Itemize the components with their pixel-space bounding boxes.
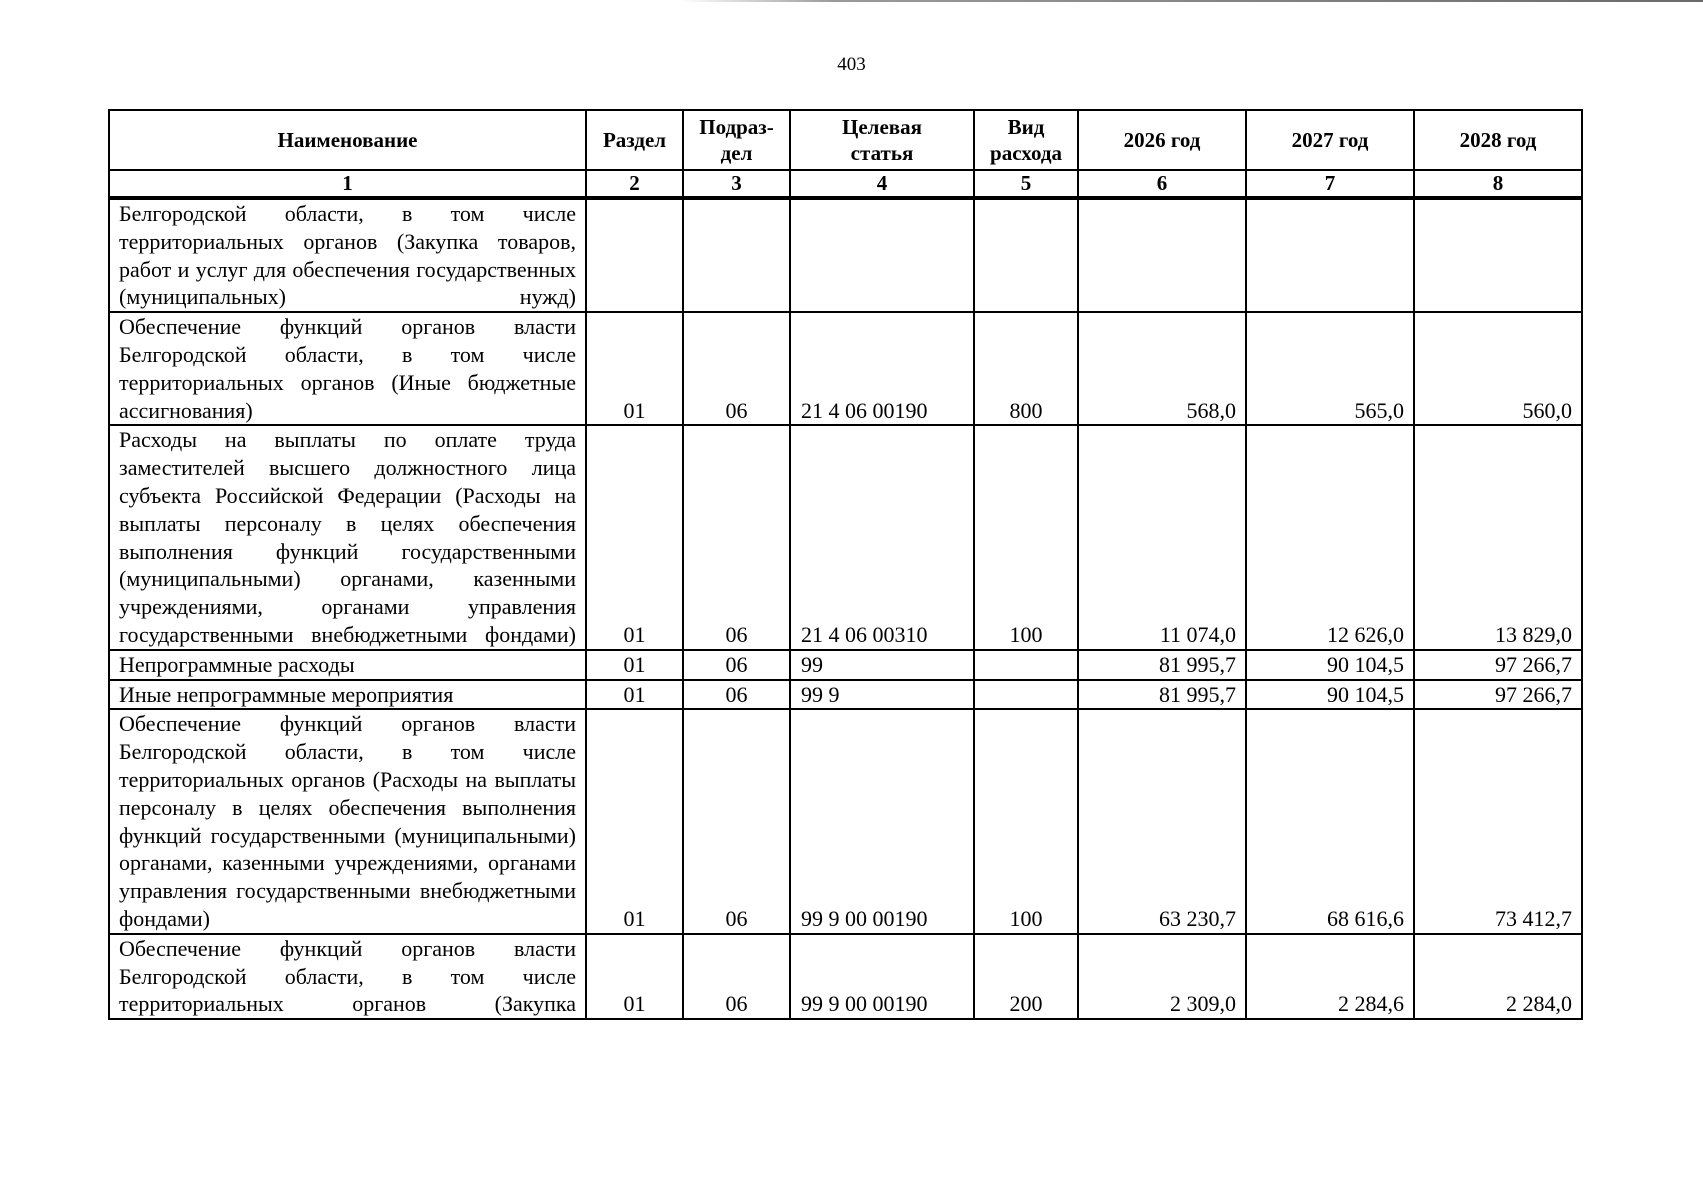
column-number: 5 [974,170,1078,198]
column-number-row [109,170,1582,198]
row-2026: 2 309,0 [1078,934,1246,1019]
row-2028: 73 412,7 [1414,709,1582,933]
row-2027: 2 284,6 [1246,934,1414,1019]
row-name: Обеспечение функций органов власти Белгородской области, в том числе территориальных органов (Закупка [109,934,586,1019]
row-podrazdel: 06 [683,680,790,710]
row-statya: 99 9 00 00190 [790,934,974,1019]
row-statya [790,198,974,312]
row-statya: 99 9 [790,680,974,710]
row-name: Белгородской области, в том числе территориальных органов (Закупка товаров, работ и услуг для обеспечения государственных (муниципальных) нужд) [109,198,586,312]
row-2026: 11 074,0 [1078,425,1246,649]
header-name: Наименование [109,110,586,170]
column-number: 2 [586,170,683,198]
row-podrazdel: 06 [683,312,790,425]
row-2026: 568,0 [1078,312,1246,425]
row-name: Непрограммные расходы [109,650,586,680]
row-name: Иные непрограммные мероприятия [109,680,586,710]
row-2026: 63 230,7 [1078,709,1246,933]
page-number: 403 [837,54,866,75]
row-name: Обеспечение функций органов власти Белгородской области, в том числе территориальных органов (Иные бюджетные ассигнования) [109,312,586,425]
row-2026 [1078,198,1246,312]
row-name: Расходы на выплаты по оплате труда заместителей высшего должностного лица субъекта Российской Федерации (Расходы на выплаты персоналу в целях обеспечения выполнения функций государственными (муниципальными) органами, казенными учреждениями, органами управления государственными внебюджетными фондами) [109,425,586,649]
row-2026: 81 995,7 [1078,680,1246,710]
header-2028: 2028 год [1414,110,1582,170]
row-2028: 560,0 [1414,312,1582,425]
table-row [109,198,1582,312]
table-row [109,680,1582,710]
row-2028 [1414,198,1582,312]
row-vid: 200 [974,934,1078,1019]
row-2028: 13 829,0 [1414,425,1582,649]
row-razdel: 01 [586,934,683,1019]
row-vid [974,198,1078,312]
table-row [109,709,1582,933]
row-razdel: 01 [586,709,683,933]
header-2027: 2027 год [1246,110,1414,170]
budget-table [108,109,1583,1020]
row-2027: 12 626,0 [1246,425,1414,649]
row-vid: 800 [974,312,1078,425]
header-vid: Вид расхода [974,110,1078,170]
row-2027: 68 616,6 [1246,709,1414,933]
row-2028: 2 284,0 [1414,934,1582,1019]
column-number: 3 [683,170,790,198]
row-razdel: 01 [586,680,683,710]
column-number: 4 [790,170,974,198]
table-row [109,312,1582,425]
row-razdel [586,198,683,312]
header-razdel: Раздел [586,110,683,170]
column-number: 8 [1414,170,1582,198]
row-vid [974,680,1078,710]
header-row [109,110,1582,170]
row-statya: 99 9 00 00190 [790,709,974,933]
row-2027: 90 104,5 [1246,650,1414,680]
row-razdel: 01 [586,425,683,649]
row-2026: 81 995,7 [1078,650,1246,680]
column-number: 1 [109,170,586,198]
row-podrazdel: 06 [683,425,790,649]
scan-edge-line [680,0,1703,2]
table-row [109,934,1582,1019]
row-podrazdel: 06 [683,650,790,680]
row-vid: 100 [974,425,1078,649]
row-statya: 21 4 06 00190 [790,312,974,425]
row-podrazdel: 06 [683,934,790,1019]
row-2028: 97 266,7 [1414,680,1582,710]
row-vid [974,650,1078,680]
header-statya: Целевая статья [790,110,974,170]
row-2027 [1246,198,1414,312]
row-vid: 100 [974,709,1078,933]
row-podrazdel: 06 [683,709,790,933]
row-podrazdel [683,198,790,312]
column-number: 7 [1246,170,1414,198]
header-podrazdel: Подраз- дел [683,110,790,170]
header-2026: 2026 год [1078,110,1246,170]
table-row [109,425,1582,649]
row-2028: 97 266,7 [1414,650,1582,680]
row-razdel: 01 [586,312,683,425]
row-2027: 565,0 [1246,312,1414,425]
row-name: Обеспечение функций органов власти Белгородской области, в том числе территориальных органов (Расходы на выплаты персоналу в целях обеспечения выполнения функций государственными (муниципальными) органами, казенными учреждениями, органами управления государственными внебюджетными фондами) [109,709,586,933]
column-number: 6 [1078,170,1246,198]
table-row [109,650,1582,680]
row-2027: 90 104,5 [1246,680,1414,710]
row-statya: 21 4 06 00310 [790,425,974,649]
row-razdel: 01 [586,650,683,680]
row-statya: 99 [790,650,974,680]
